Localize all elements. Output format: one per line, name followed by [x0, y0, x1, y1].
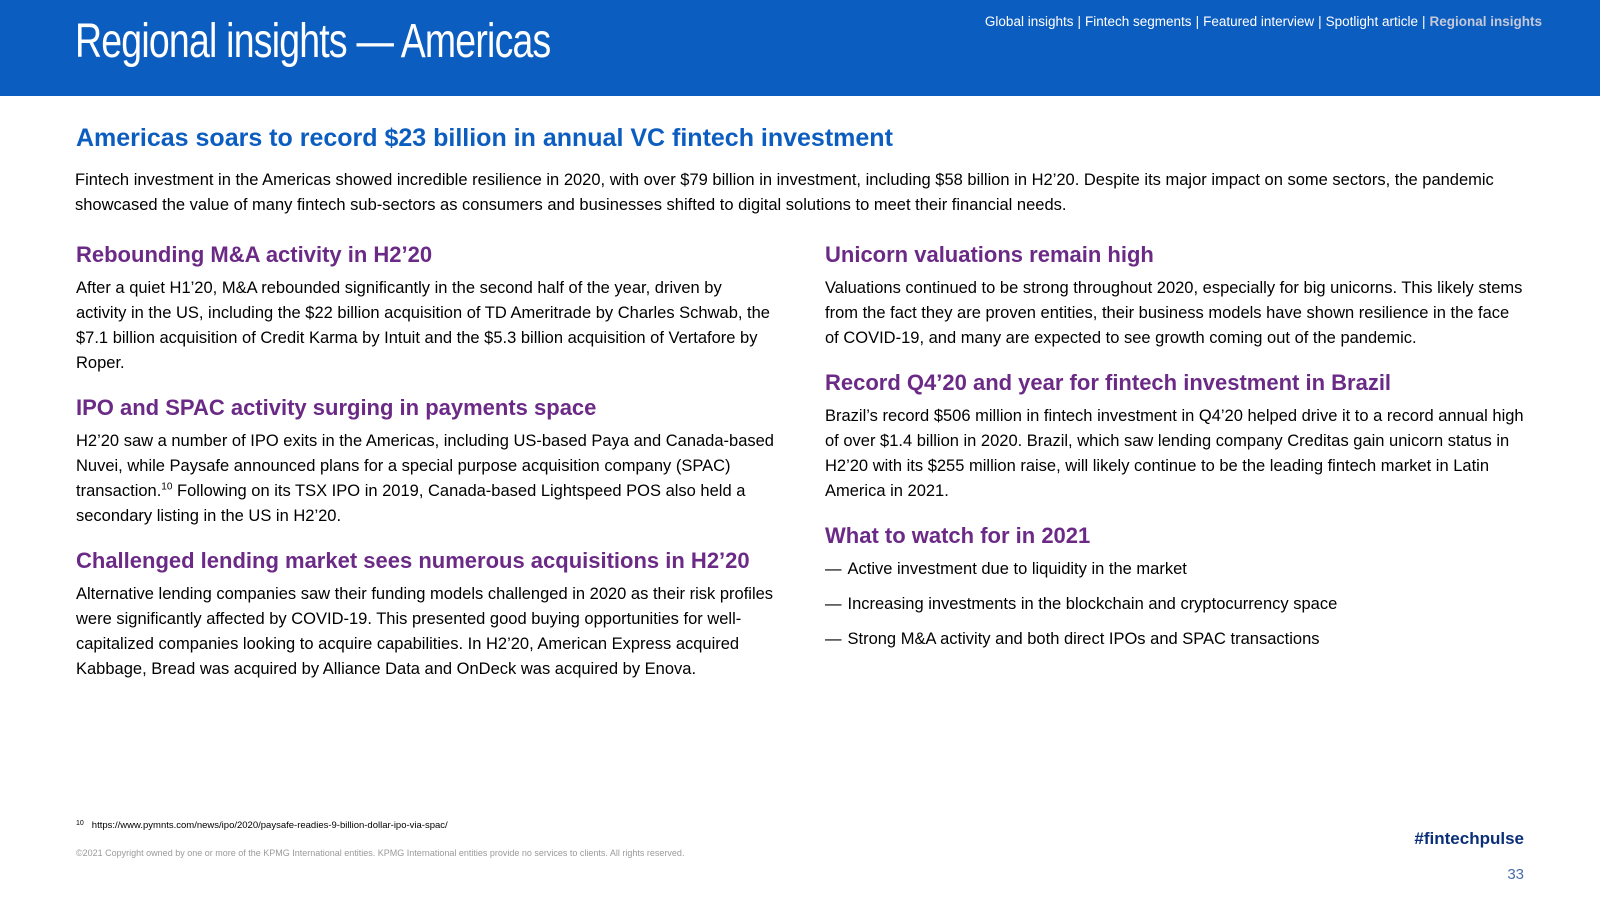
- left-column: [76, 244, 776, 703]
- dash-bullet: —: [825, 560, 842, 578]
- copyright-notice: ©2021 Copyright owned by one or more of the KPMG International entities. KPMG International entities provide no services to clients. All rights reserved.: [76, 848, 685, 858]
- section-body: Brazil’s record $506 million in fintech investment in Q4’20 helped drive it to a record annual high of over $1.4 billion in 2020. Brazil, which saw lending company Creditas gain unicorn status in H2’20 with its $255 million raise, will likely continue to be the leading fintech market in Latin America in 2021.: [825, 407, 1524, 500]
- list-item: [825, 627, 1525, 652]
- main-headline: Americas soars to record $23 billion in annual VC fintech investment: [76, 124, 893, 152]
- section-body: Alternative lending companies saw their funding models challenged in 2020 as their risk profiles were significantly affected by COVID-19. This presented good buying opportunities for well-capitalized companies looking to acquire capabilities. In H2’20, American Express acquired Kabbage, Bread was acquired by Alliance Data and OnDeck was acquired by Enova.: [76, 585, 774, 678]
- section-title: IPO and SPAC activity surging in payments space: [76, 395, 597, 420]
- nav-separator: |: [1318, 14, 1322, 29]
- body-text: H2’20 saw a number of IPO exits in the Americas, including US-based Paya and Canada-based Nuvei, while Paysafe announced plans for a special purpose acquisition company (SPAC) transaction.: [76, 432, 774, 500]
- nav-separator: |: [1195, 14, 1200, 29]
- nav-global-insights[interactable]: Global insights: [984, 14, 1074, 29]
- footnote-link[interactable]: https://www.pymnts.com/news/ipo/2020/paysafe-readies-9-billion-dollar-ipo-via-spac/: [91, 820, 448, 831]
- list-item-text: Strong M&A activity and both direct IPOs and SPAC transactions: [847, 630, 1320, 648]
- body-text: Following on its TSX IPO in 2019, Canada-based Lightspeed POS also held a secondary listing in the US in H2’20.: [76, 482, 746, 525]
- nav-featured-interview[interactable]: Featured interview: [1203, 14, 1315, 29]
- section-unicorn-valuations: [825, 244, 1525, 351]
- top-navigation: [985, 14, 1542, 29]
- section-brazil: [825, 372, 1525, 504]
- list-item-text: Active investment due to liquidity in the market: [847, 560, 1187, 578]
- section-ipo-spac: [76, 397, 776, 529]
- section-lending-market: [76, 550, 776, 682]
- section-what-to-watch: [825, 525, 1525, 652]
- nav-spotlight-article[interactable]: Spotlight article: [1325, 14, 1418, 29]
- section-ma-activity: [76, 244, 776, 376]
- section-body: [76, 429, 776, 529]
- section-body: After a quiet H1’20, M&A rebounded significantly in the second half of the year, driven by activity in the US, including the $22 billion acquisition of TD Ameritrade by Charles Schwab, the $7.1 billion acquisition of Credit Karma by Intuit and the $5.3 billion acquisition of Vertafore by Roper.: [76, 279, 770, 372]
- footnote-reference: 10: [161, 481, 173, 493]
- section-title: Challenged lending market sees numerous acquisitions in H2’20: [76, 548, 750, 573]
- section-title: Rebounding M&A activity in H2’20: [76, 242, 433, 267]
- nav-separator: |: [1421, 14, 1426, 29]
- dash-bullet: —: [825, 630, 842, 648]
- dash-bullet: —: [825, 595, 842, 613]
- page-number: 33: [1507, 866, 1524, 883]
- footnote-number: 10: [76, 820, 84, 827]
- section-title: Unicorn valuations remain high: [825, 242, 1154, 267]
- list-item-text: Increasing investments in the blockchain and cryptocurrency space: [847, 595, 1338, 613]
- section-title: Record Q4’20 and year for fintech investment in Brazil: [825, 370, 1392, 395]
- section-title: What to watch for in 2021: [825, 523, 1091, 548]
- intro-paragraph: Fintech investment in the Americas showed incredible resilience in 2020, with over $79 billion in investment, including $58 billion in H2’20. Despite its major impact on some sectors, the pandemic showcased the value of many fintech sub-sectors as consumers and businesses shifted to digital solutions to meet their financial needs.: [75, 171, 1494, 214]
- nav-regional-insights[interactable]: Regional insights: [1429, 14, 1542, 29]
- list-item: [825, 592, 1525, 617]
- right-column: [825, 244, 1525, 673]
- hashtag-link[interactable]: #fintechpulse: [1414, 829, 1524, 848]
- watch-list: [825, 557, 1525, 652]
- footnote: [76, 820, 448, 831]
- nav-separator: |: [1077, 14, 1081, 29]
- header-banner: [0, 0, 1600, 96]
- nav-fintech-segments[interactable]: Fintech segments: [1085, 14, 1192, 29]
- list-item: [825, 557, 1525, 582]
- section-body: Valuations continued to be strong throughout 2020, especially for big unicorns. This likely stems from the fact they are proven entities, their business models have shown resilience in the face of COVID-19, and many are expected to see growth coming out of the pandemic.: [825, 279, 1523, 347]
- page-title: Regional insights — Americas: [75, 15, 551, 68]
